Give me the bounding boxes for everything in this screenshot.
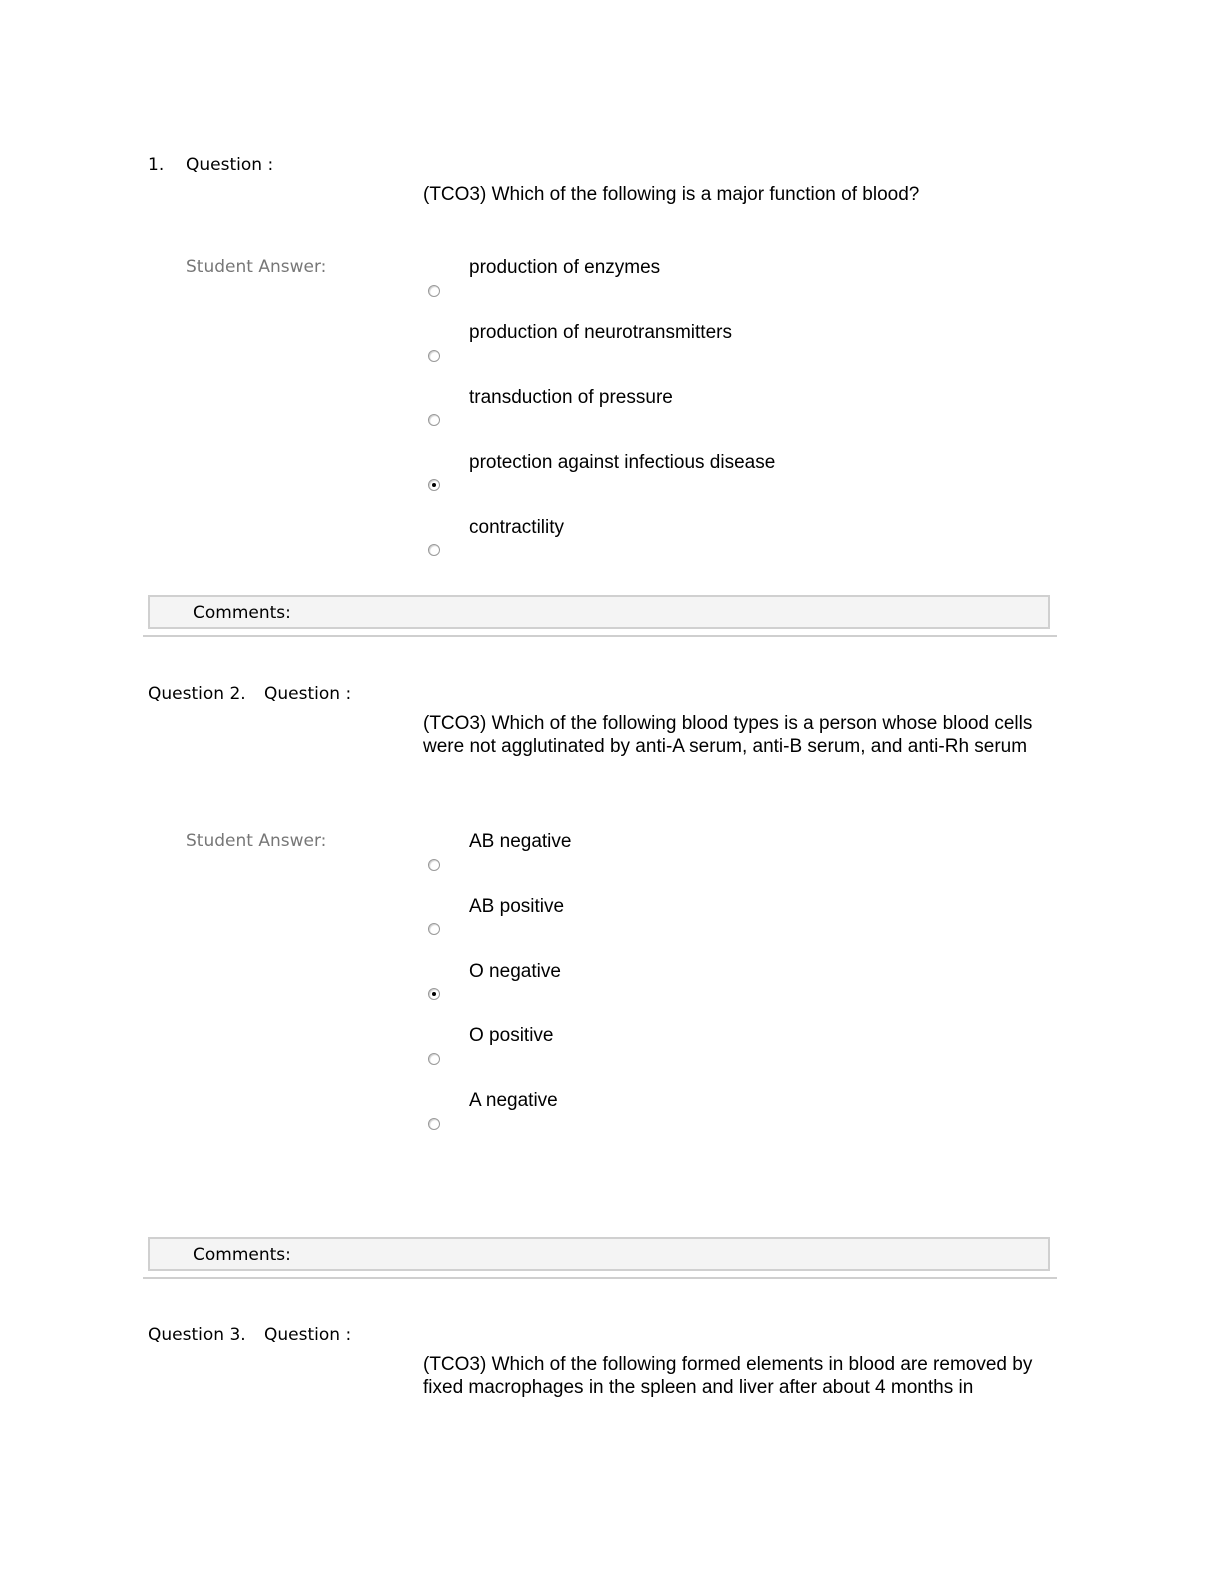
answer-radio[interactable]	[428, 414, 440, 426]
question-3	[0, 1300, 1224, 1420]
divider	[143, 1277, 1057, 1279]
answer-option-label: O positive	[469, 1025, 554, 1046]
question-label: Question :	[264, 1325, 352, 1345]
answer-radio[interactable]	[428, 350, 440, 362]
answer-radio[interactable]	[428, 285, 440, 297]
answer-option-label: protection against infectious disease	[469, 452, 776, 473]
answer-option-label: AB negative	[469, 831, 572, 852]
answer-radio[interactable]	[428, 1118, 440, 1130]
answer-option-label: transduction of pressure	[469, 387, 673, 408]
question-label: Question :	[264, 684, 352, 704]
answer-option-label: contractility	[469, 517, 565, 538]
question-text: (TCO3) Which of the following blood types is a person whose blood cells were not agglutinated by anti-A serum, anti-B serum, and anti-Rh serum	[423, 713, 1033, 757]
question-text: (TCO3) Which of the following formed elements in blood are removed by fixed macrophages in the spleen and liver after about 4 months in	[423, 1354, 1033, 1398]
comments-box	[148, 1237, 1050, 1271]
answer-radio-selected[interactable]	[428, 479, 440, 491]
question-1	[0, 0, 1224, 640]
answer-radio[interactable]	[428, 859, 440, 871]
answer-radio[interactable]	[428, 923, 440, 935]
answer-option-label: production of neurotransmitters	[469, 322, 732, 343]
answer-option-label: A negative	[469, 1090, 558, 1111]
comments-box	[148, 595, 1050, 629]
question-2	[0, 640, 1224, 1290]
answer-radio[interactable]	[428, 1053, 440, 1065]
question-label: Question :	[186, 155, 274, 175]
divider	[143, 635, 1057, 637]
student-answer-label: Student Answer:	[186, 831, 327, 851]
question-number: Question 2.	[148, 684, 246, 704]
answer-option-label: production of enzymes	[469, 257, 661, 278]
comments-label: Comments:	[193, 603, 291, 623]
answer-option-label: O negative	[469, 961, 561, 982]
answer-radio-selected[interactable]	[428, 988, 440, 1000]
answer-radio[interactable]	[428, 544, 440, 556]
question-number: Question 3.	[148, 1325, 246, 1345]
question-number: 1.	[148, 155, 165, 175]
answer-option-label: AB positive	[469, 896, 565, 917]
comments-label: Comments:	[193, 1245, 291, 1265]
question-text: (TCO3) Which of the following is a major function of blood?	[423, 184, 920, 205]
student-answer-label: Student Answer:	[186, 257, 327, 277]
